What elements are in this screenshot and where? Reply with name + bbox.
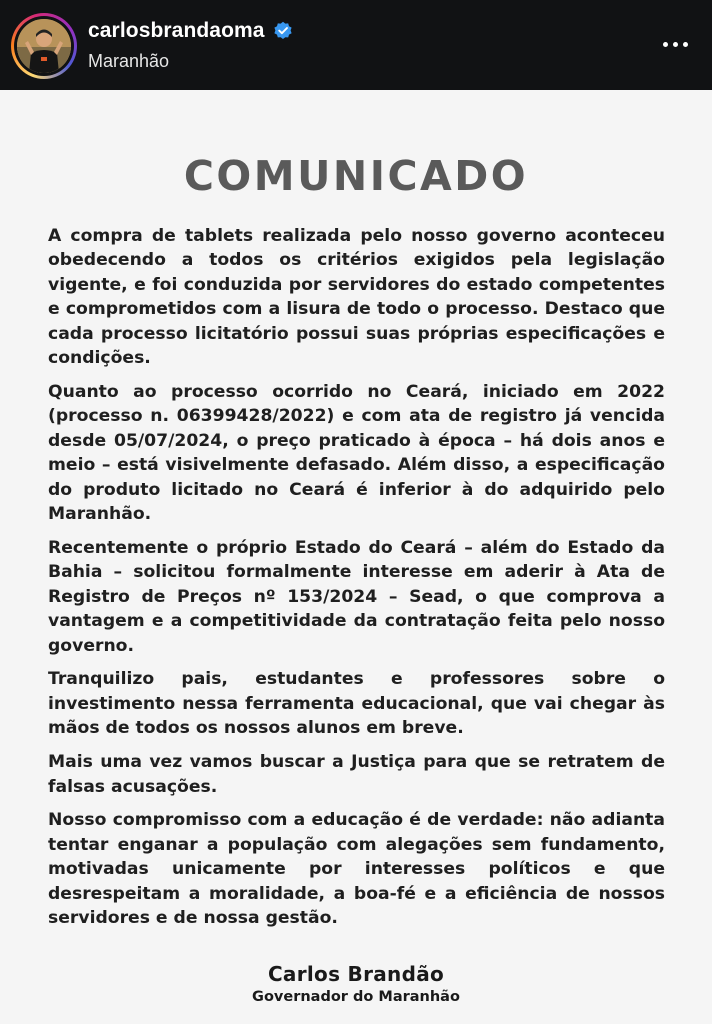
signature-block [0, 962, 712, 1005]
verified-badge-icon [273, 21, 293, 41]
username[interactable]: carlosbrandaoma [88, 19, 265, 42]
document-body [48, 224, 665, 940]
avatar-photo [17, 19, 71, 73]
post-location[interactable]: Maranhão [88, 51, 170, 71]
post-header [0, 0, 712, 90]
signature-name: Carlos Brandão [267, 962, 445, 986]
announcement-document [0, 90, 712, 1024]
paragraph: Nosso compromisso com a educação é de verdade: não adianta tentar enganar a população com alegações sem fundamento, motivadas unicamente por interesses políticos e que desrespeitam a moralidade, a boa-fé e a eficiência de nossos servidores e de nossa gestão. [48, 810, 665, 929]
more-options-icon[interactable] [660, 32, 690, 56]
document-title: COMUNICADO [183, 152, 529, 200]
paragraph: Recentemente o próprio Estado do Ceará – além do Estado da Bahia – solicitou formalmente interesse em aderir à Ata de Registro de Preços nº 153/2024 – Sead, o que comprova a vantagem e a competitividade da contratação feita pelo nosso governo. [48, 537, 665, 656]
signature-role: Governador do Maranhão [252, 989, 460, 1005]
paragraph: Tranquilizo pais, estudantes e professores sobre o investimento nessa ferramenta educacional, que vai chegar às mãos de todos os nossos alunos em breve. [48, 669, 665, 739]
paragraph: Quanto ao processo ocorrido no Ceará, iniciado em 2022 (processo n. 06399428/2022) e com ata de registro já vencida desde 05/07/2024, o preço praticado à época – há dois anos e meio – está visivelmente defasado. Além disso, a especificação do produto licitado no Ceará é inferior à do adquirido pelo Maranhão. [48, 381, 665, 524]
paragraph: A compra de tablets realizada pelo nosso governo aconteceu obedecendo a todos os critérios exigidos pela legislação vigente, e foi conduzida por servidores do estado competentes e comprometidos com a lisura de todo o processo. Destaco que cada processo licitatório possui suas próprias especificações e condições. [48, 226, 665, 369]
paragraph: Mais uma vez vamos buscar a Justiça para que se retratem de falsas acusações. [48, 752, 665, 797]
profile-avatar[interactable] [11, 13, 77, 79]
